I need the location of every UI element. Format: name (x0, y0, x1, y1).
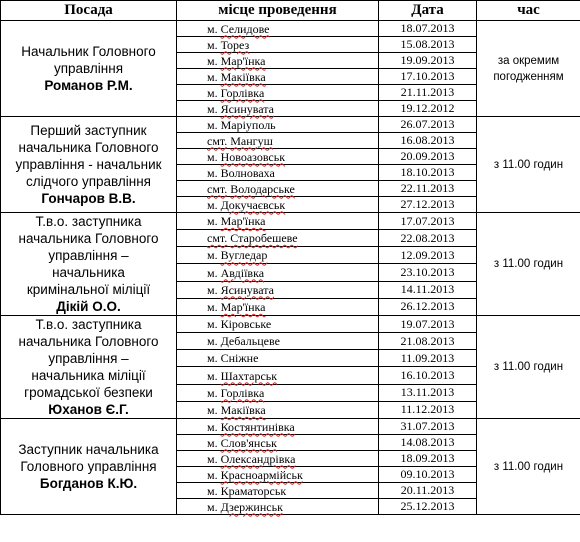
header-date: Дата (379, 1, 477, 21)
place-prefix: м. (207, 101, 218, 116)
position-title-line: управління - начальник (15, 157, 162, 172)
position-title-line: управління – (48, 248, 129, 263)
place-prefix: м. (207, 483, 218, 498)
place-prefix: м. (207, 451, 218, 466)
date-cell: 27.12.2013 (379, 197, 477, 213)
position-title-line: управління (53, 61, 124, 76)
header-place: місце проведення (177, 1, 379, 21)
place-city: Докучаєвськ (220, 197, 286, 212)
position-cell-dikii (1, 213, 177, 316)
date-cell: 16.10.2013 (379, 367, 477, 384)
place-city: Вугледар (220, 248, 268, 263)
place-prefix: м. (207, 299, 218, 314)
date-cell: 20.11.2013 (379, 483, 477, 499)
date-cell: 12.09.2013 (379, 247, 477, 264)
date-cell: 18.07.2013 (379, 21, 477, 37)
date-cell: 18.10.2013 (379, 165, 477, 181)
position-title-line: начальника Головного (18, 231, 159, 246)
official-name: Дікій О.О. (56, 299, 121, 314)
time-cell-yukhanov (477, 316, 580, 419)
place-cell (177, 451, 379, 467)
place-city: Мар'їнка (220, 299, 266, 314)
place-prefix: м. (207, 467, 218, 482)
position-title-line: начальника Головного (18, 140, 159, 155)
time-text: з 11.00 годин (493, 361, 564, 373)
place-city: Красноармійськ (220, 467, 303, 482)
place-prefix: м. (207, 265, 218, 280)
time-cell-honcharov (477, 117, 580, 213)
place-prefix: м. (207, 419, 218, 434)
place-cell (177, 53, 379, 69)
date-cell: 11.09.2013 (379, 350, 477, 367)
header-row (1, 1, 580, 21)
date-cell: 19.12.2012 (379, 101, 477, 117)
place-prefix: м. (207, 85, 218, 100)
official-name: Романов Р.М. (44, 78, 133, 93)
date-cell: 11.12.2013 (379, 401, 477, 418)
place-prefix: м. (207, 53, 218, 68)
place-cell (177, 419, 379, 435)
position-title-line: начальника (52, 265, 125, 280)
position-title-line: Заступник начальника (18, 442, 159, 457)
place-prefix: м. (207, 69, 218, 84)
time-cell-bohdanov (477, 419, 580, 515)
place-city: Мар'їнка (220, 53, 266, 68)
position-title-line: кримінальної міліції (26, 282, 151, 297)
date-cell: 17.10.2013 (379, 69, 477, 85)
place-city: Дебальцеве (220, 334, 280, 349)
place-city: Костянтинівка (220, 419, 295, 434)
place-prefix: м. (207, 351, 218, 366)
place-city: Мангуш (230, 133, 273, 148)
place-city: Кіровське (220, 317, 272, 332)
place-cell (177, 333, 379, 350)
place-city: Старобешеве (230, 231, 298, 246)
place-cell (177, 85, 379, 101)
place-city: Шахтарськ (220, 368, 278, 383)
place-city: Новоазовськ (220, 149, 286, 164)
position-cell-bohdanov (1, 419, 177, 515)
place-cell (177, 499, 379, 515)
place-prefix: м. (207, 282, 218, 297)
official-name: Богданов К.Ю. (39, 476, 138, 491)
date-cell: 19.09.2013 (379, 53, 477, 69)
place-cell (177, 197, 379, 213)
place-cell (177, 230, 379, 247)
place-cell (177, 181, 379, 197)
place-city: Торез (220, 37, 250, 52)
place-prefix: смт. (207, 231, 228, 246)
place-city: Сніжне (220, 351, 259, 366)
header-position: Посада (1, 1, 177, 21)
date-cell: 26.12.2013 (379, 298, 477, 315)
place-cell (177, 247, 379, 264)
place-city: Горлівка (220, 385, 265, 400)
position-title-line: Головного управління (20, 459, 157, 474)
place-city: Авдіївка (220, 265, 265, 280)
place-cell (177, 281, 379, 298)
place-cell (177, 133, 379, 149)
official-name: Юханов Є.Г. (48, 402, 129, 417)
date-cell: 13.11.2013 (379, 384, 477, 401)
date-cell: 14.11.2013 (379, 281, 477, 298)
place-prefix: м. (207, 435, 218, 450)
time-text: з 11.00 годин (493, 158, 564, 171)
date-cell: 17.07.2013 (379, 213, 477, 230)
place-cell (177, 298, 379, 315)
time-text: з 11.00 годин (493, 460, 564, 473)
position-title-line: Начальник Головного (21, 44, 156, 59)
position-title-line: начальника Головного (18, 334, 159, 349)
place-cell (177, 384, 379, 401)
position-title-line: громадської безпеки (24, 385, 153, 400)
place-cell (177, 367, 379, 384)
place-city: Ясинувата (220, 282, 275, 297)
official-name: Гончаров В.В. (41, 191, 136, 206)
date-cell: 21.11.2013 (379, 85, 477, 101)
place-cell (177, 316, 379, 333)
place-city: Ясинувата (220, 101, 275, 116)
place-cell (177, 69, 379, 85)
place-cell (177, 350, 379, 367)
place-cell (177, 483, 379, 499)
time-text: за окремим (497, 54, 560, 67)
place-cell (177, 264, 379, 281)
place-prefix: м. (207, 402, 218, 417)
place-prefix: м. (207, 499, 218, 514)
time-text: погодженням (493, 70, 564, 83)
place-city: Маріуполь (220, 117, 276, 132)
date-cell: 22.08.2013 (379, 230, 477, 247)
place-city: Волноваха (220, 165, 275, 180)
date-cell: 19.07.2013 (379, 316, 477, 333)
place-cell (177, 149, 379, 165)
place-city: Олександрівка (220, 451, 296, 466)
place-prefix: м. (207, 334, 218, 349)
schedule-body (1, 21, 580, 515)
date-cell: 22.11.2013 (379, 181, 477, 197)
position-cell-honcharov (1, 117, 177, 213)
place-prefix: м. (207, 385, 218, 400)
date-cell: 20.09.2013 (379, 149, 477, 165)
date-cell: 23.10.2013 (379, 264, 477, 281)
place-prefix: м. (207, 317, 218, 332)
place-cell (177, 435, 379, 451)
place-cell (177, 101, 379, 117)
place-prefix: м. (207, 368, 218, 383)
position-title-line: Т.в.о. заступника (35, 214, 142, 229)
time-cell-dikii (477, 213, 580, 316)
place-city: Слов'янськ (220, 435, 277, 450)
place-cell (177, 117, 379, 133)
time-text: з 11.00 годин (493, 258, 564, 270)
table-row (1, 213, 580, 230)
date-cell: 09.10.2013 (379, 467, 477, 483)
place-prefix: м. (207, 149, 218, 164)
date-cell: 15.08.2013 (379, 37, 477, 53)
place-prefix: м. (207, 165, 218, 180)
place-prefix: м. (207, 248, 218, 263)
place-prefix: м. (207, 214, 218, 229)
date-cell: 14.08.2013 (379, 435, 477, 451)
place-city: Дзержинськ (220, 499, 283, 514)
place-prefix: смт. (207, 181, 228, 196)
place-cell (177, 37, 379, 53)
position-title-line: начальника міліції (31, 368, 146, 383)
place-prefix: м. (207, 21, 218, 36)
date-cell: 16.08.2013 (379, 133, 477, 149)
date-cell: 25.12.2013 (379, 499, 477, 515)
place-city: Краматорськ (220, 483, 287, 498)
place-prefix: м. (207, 197, 218, 212)
date-cell: 18.09.2013 (379, 451, 477, 467)
time-cell-romanov (477, 21, 580, 117)
place-cell (177, 467, 379, 483)
place-prefix: смт. (207, 133, 228, 148)
position-title-line: Перший заступник (30, 123, 147, 138)
place-city: Володарське (230, 181, 295, 196)
place-city: Макіївка (220, 69, 266, 84)
header-time: час (477, 1, 580, 21)
place-prefix: м. (207, 37, 218, 52)
position-title-line: слідчого управління (26, 174, 151, 189)
date-cell: 21.08.2013 (379, 333, 477, 350)
place-cell (177, 213, 379, 230)
place-city: Макіївка (220, 402, 266, 417)
table-row (1, 21, 580, 37)
position-cell-yukhanov (1, 316, 177, 419)
place-prefix: м. (207, 117, 218, 132)
place-city: Горлівка (220, 85, 265, 100)
place-city: Селидове (220, 21, 270, 36)
position-title-line: управління – (48, 351, 129, 366)
place-cell (177, 21, 379, 37)
position-title-line: Т.в.о. заступника (35, 317, 142, 332)
table-row (1, 117, 580, 133)
table-row (1, 316, 580, 333)
date-cell: 26.07.2013 (379, 117, 477, 133)
date-cell: 31.07.2013 (379, 419, 477, 435)
place-city: Мар'їнка (220, 214, 266, 229)
place-cell (177, 165, 379, 181)
place-cell (177, 401, 379, 418)
table-row (1, 419, 580, 435)
position-cell-romanov (1, 21, 177, 117)
